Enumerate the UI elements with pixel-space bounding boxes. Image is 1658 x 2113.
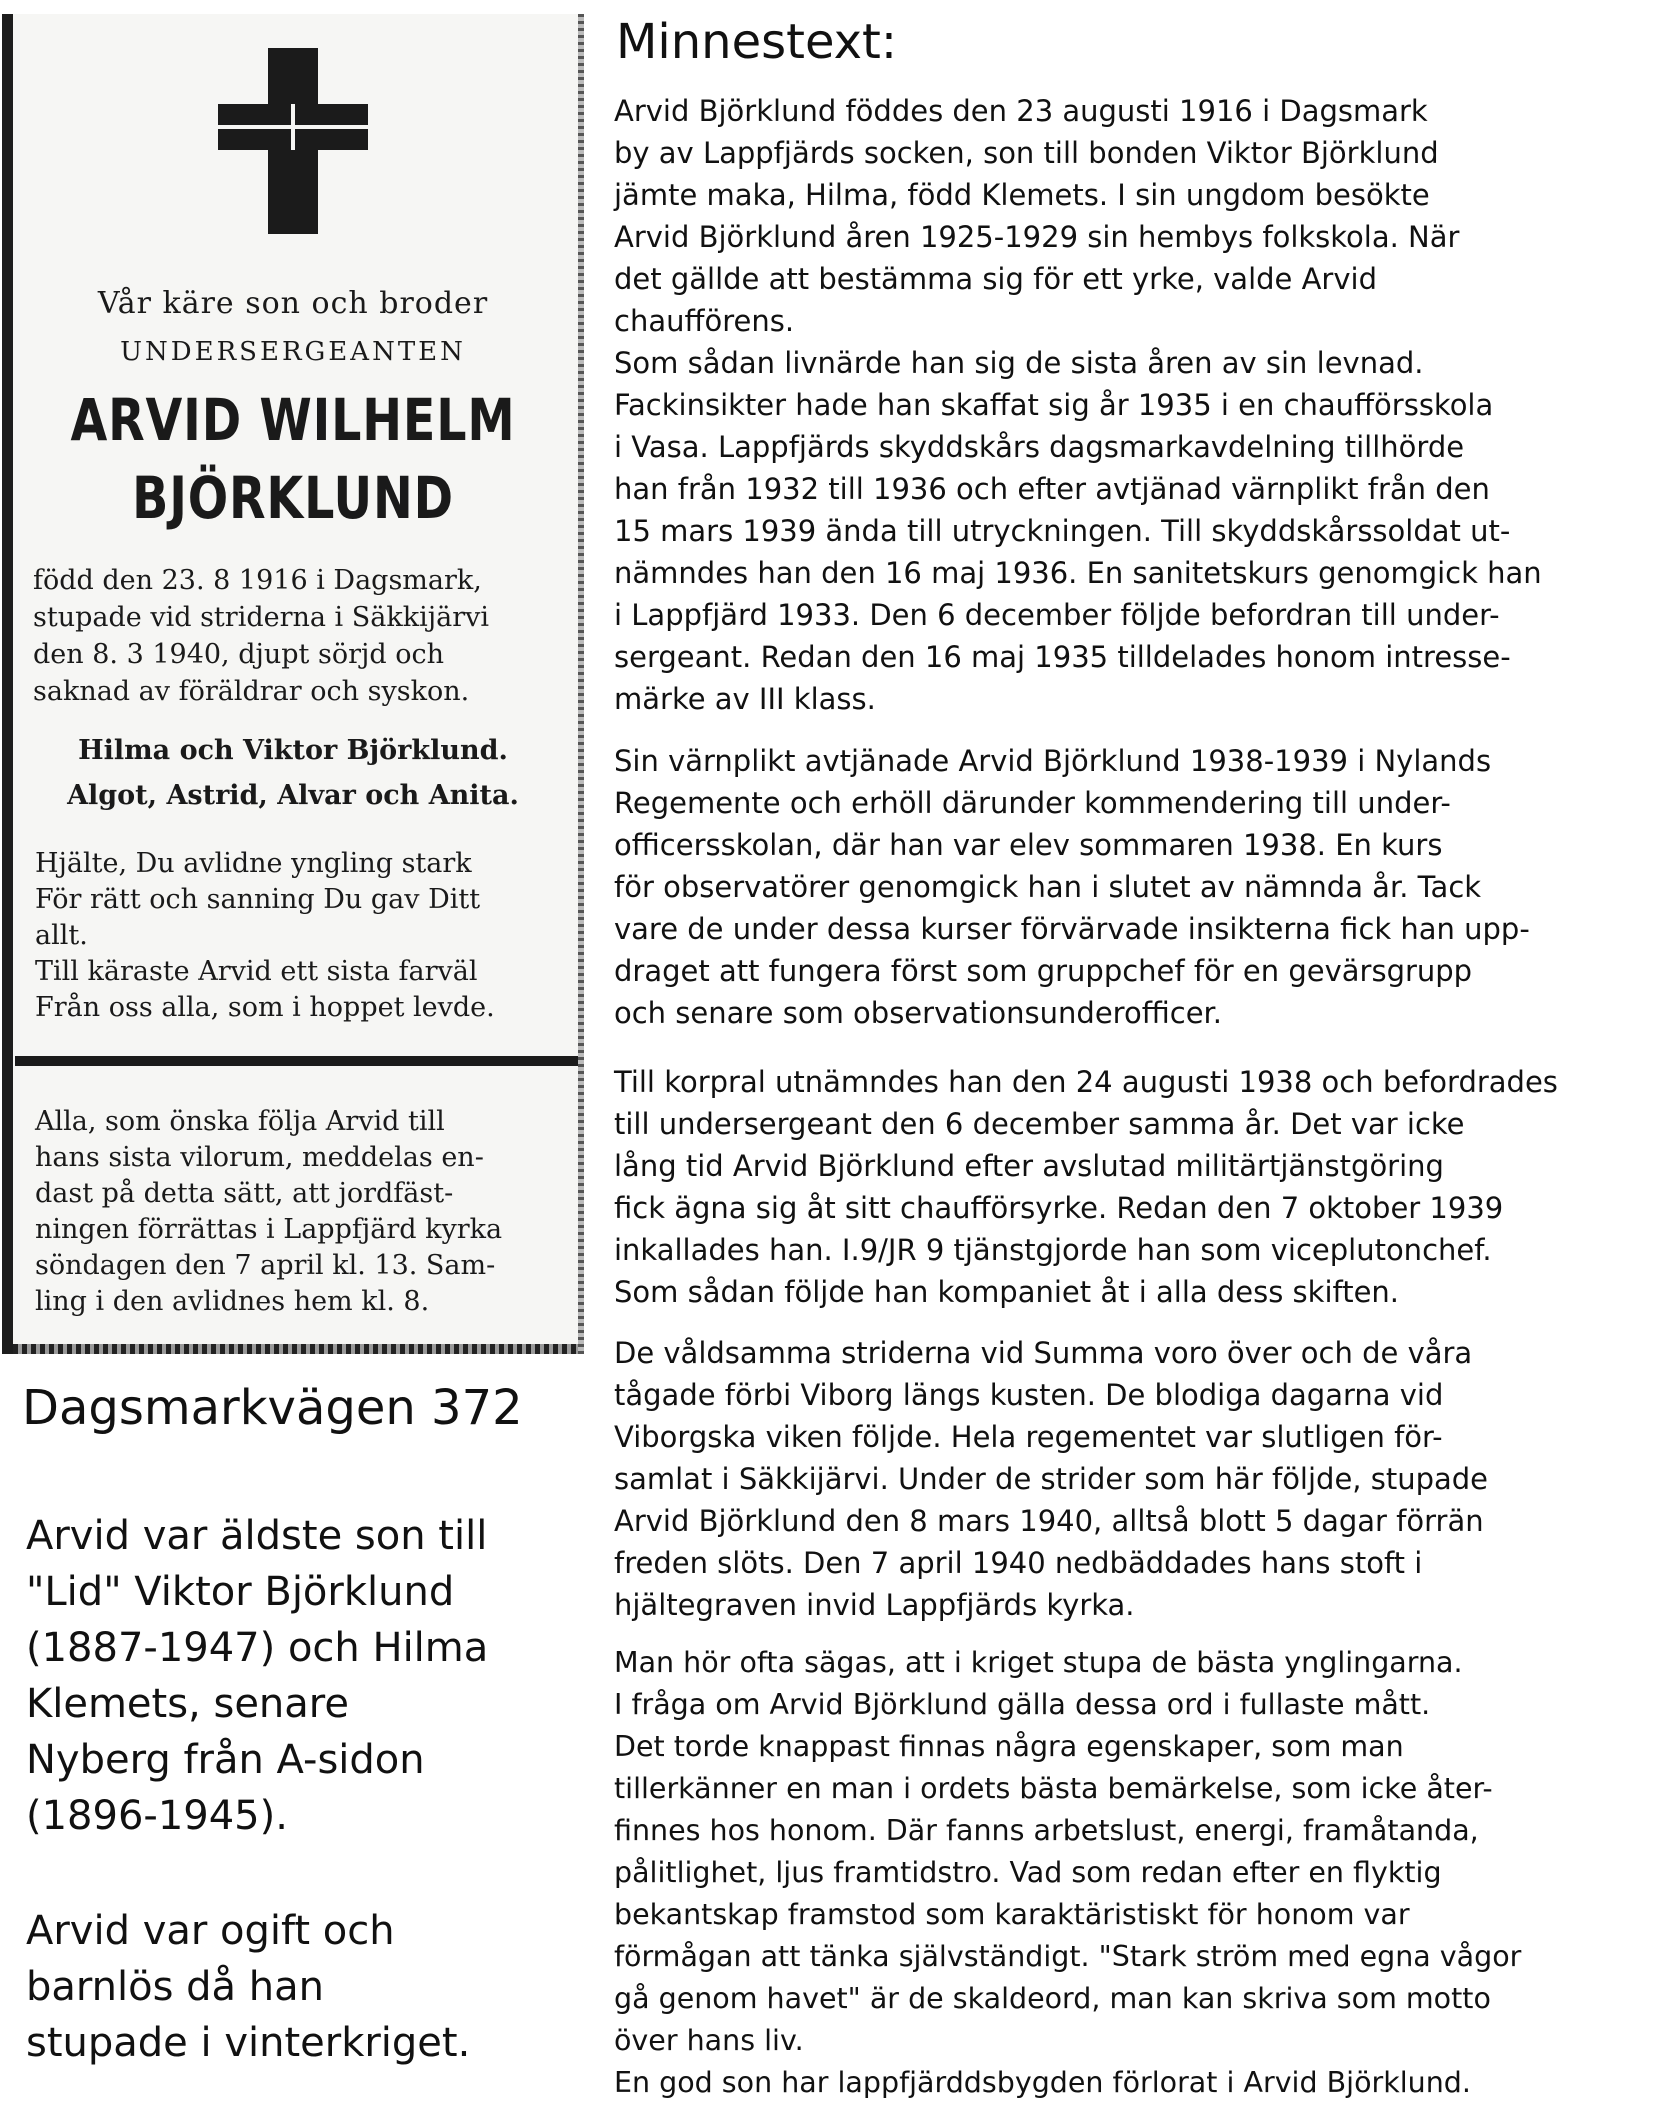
text-line: Arvid var ogift och [26,1908,395,1954]
text-line: (1887-1947) och Hilma [26,1625,489,1671]
text-line: Sin värnplikt avtjänade Arvid Björklund 1938-1939 i Nylands [614,744,1492,778]
text-line: ningen förrättas i Lappfjärd kyrka [35,1214,503,1245]
text-line: Till käraste Arvid ett sista farväl [35,956,478,987]
text-line: han från 1932 till 1936 och efter avtjänad värnplikt från den [614,472,1490,506]
text-line: jämte maka, Hilma, född Klemets. I sin ungdom besökte [614,178,1430,212]
text-line: (1896-1945). [26,1793,288,1839]
text-line: Regemente och erhöll därunder kommendering till under- [614,786,1451,820]
text-line: i Lappfjärd 1933. Den 6 december följde befordran till under- [614,598,1500,632]
clipping-funeral-notice [35,1104,570,1320]
text-line: Som sådan följde han kompaniet åt i alla dess skiften. [614,1275,1400,1309]
text-line: gå genom havet" är de skaldeord, man kan skriva som motto [614,1982,1491,2015]
text-line: Algot, Astrid, Alvar och Anita. [67,780,519,811]
text-line: pålitlighet, ljus framtidstro. Vad som redan efter en flyktig [614,1856,1442,1889]
text-line: draget att fungera först som gruppchef för en gevärsgrupp [614,954,1473,988]
text-line: Arvid var äldste son till [26,1513,488,1559]
text-line: förmågan att tänka självständigt. "Stark ström med egna vågor [614,1940,1522,1973]
text-line: märke av III klass. [614,682,876,716]
text-line: Nyberg från A-sidon [26,1737,425,1783]
text-line: stupade i vinterkriget. [26,2020,471,2066]
text-line: Fackinsikter hade han skaffat sig år 1935 i en chaufförsskola [614,388,1494,422]
text-line: Viborgska viken följde. Hela regementet var slutligen för- [614,1420,1443,1454]
text-line: Man hör ofta sägas, att i kriget stupa de bästa ynglingarna. [614,1646,1463,1679]
text-line: lång tid Arvid Björklund efter avslutad militärtjänstgöring [614,1149,1444,1183]
text-line: bekantskap framstod som karaktäristiskt för honom var [614,1898,1410,1931]
text-line: för observatörer genomgick han i slutet av nämnda år. Tack [614,870,1482,904]
text-line: barnlös då han [26,1964,324,2010]
text-line: över hans liv. [614,2024,804,2057]
text-line: chaufförens. [614,304,795,338]
text-line: tillerkänner en man i ordets bästa bemärkelse, som icke åter- [614,1772,1493,1805]
text-line: Hjälte, Du avlidne yngling stark [35,848,472,879]
text-line: Alla, som önska följa Arvid till [35,1106,445,1137]
text-line: Arvid Björklund föddes den 23 augusti 1916 i Dagsmark [614,94,1428,128]
text-line: sergeant. Redan den 16 maj 1935 tilldelades honom intresse- [614,640,1511,674]
text-line: Som sådan livnärde han sig de sista åren av sin levnad. [614,346,1424,380]
text-line: tågade förbi Viborg längs kusten. De blodiga dagarna vid [614,1378,1444,1412]
text-line: Det torde knappast finnas några egenskaper, som man [614,1730,1404,1763]
clipping-family [13,728,573,818]
text-line: En god son har lappfjärddsbygden förlorat i Arvid Björklund. [614,2066,1471,2099]
address-heading: Dagsmarkvägen 372 [22,1380,523,1436]
text-line: finnes hos honom. Där fanns arbetslust, energi, framåtanda, [614,1814,1479,1847]
text-line: Från oss alla, som i hoppet levde. [35,992,495,1023]
text-line: fick ägna sig åt sitt chaufförsyrke. Redan den 7 oktober 1939 [614,1191,1504,1225]
bio-note-status [26,1903,470,2071]
text-line: hans sista vilorum, meddelas en- [35,1142,484,1173]
newspaper-clipping [2,14,584,1354]
text-line: I fråga om Arvid Björklund gälla dessa ord i fullaste mått. [614,1688,1431,1721]
text-line: samlat i Säkkijärvi. Under de strider som här följde, stupade [614,1462,1489,1496]
text-line: by av Lappfjärds socken, son till bonden Viktor Björklund [614,136,1439,170]
divider [15,1056,578,1066]
text-line: De våldsamma striderna vid Summa voro över och de våra [614,1336,1473,1370]
text-line: det gällde att bestämma sig för ett yrke, valde Arvid [614,262,1377,296]
deceased-name-first: ARVID WILHELM [70,386,516,454]
memorial-heading: Minnestext: [616,14,898,70]
clipping-birth-death [33,562,568,710]
memorial-paragraph-2 [614,740,1658,1034]
text-line: stupade vid striderna i Säkkijärvi [33,602,489,633]
cross-icon [218,48,368,234]
memorial-paragraph-1 [614,90,1658,720]
text-line: Klemets, senare [26,1681,349,1727]
text-line: den 8. 3 1940, djupt sörjd och [33,639,444,670]
clipping-rank: UNDERSERGEANTEN [120,337,466,367]
text-line: nämndes han den 16 maj 1936. En sanitetskurs genomgick han [614,556,1542,590]
bio-note-family [26,1508,488,1844]
memorial-paragraph-3 [614,1061,1658,1313]
text-line: freden slöts. Den 7 april 1940 nedbäddades hans stoft i [614,1546,1423,1580]
text-line: För rätt och sanning Du gav Ditt [35,884,481,915]
text-line: inkallades han. I.9/JR 9 tjänstgjorde han som viceplutonchef. [614,1233,1492,1267]
text-line: vare de under dessa kurser förvärvade insikterna fick han upp- [614,912,1530,946]
text-line: ling i den avlidnes hem kl. 8. [35,1286,430,1317]
text-line: Hilma och Viktor Björklund. [78,735,508,766]
text-line: saknad av föräldrar och syskon. [33,676,470,707]
text-line: till undersergeant den 6 december samma år. Det var icke [614,1107,1465,1141]
text-line: 15 mars 1939 ända till utryckningen. Till skyddskårssoldat ut- [614,514,1511,548]
memorial-paragraph-4 [614,1332,1658,1626]
text-line: i Vasa. Lappfjärds skyddskårs dagsmarkavdelning tillhörde [614,430,1465,464]
memorial-paragraph-5 [614,1642,1658,2104]
clipping-poem [35,846,570,1026]
text-line: officersskolan, där han var elev sommaren 1938. En kurs [614,828,1443,862]
clipping-intro: Vår käre son och broder [97,286,489,321]
text-line: född den 23. 8 1916 i Dagsmark, [33,565,482,596]
text-line: Arvid Björklund den 8 mars 1940, alltså blott 5 dagar förrän [614,1504,1484,1538]
text-line: söndagen den 7 april kl. 13. Sam- [35,1250,496,1281]
deceased-name-last: BJÖRKLUND [132,464,454,532]
text-line: allt. [35,920,88,951]
text-line: "Lid" Viktor Björklund [26,1569,455,1615]
divider [13,1344,584,1354]
text-line: Arvid Björklund åren 1925-1929 sin hembys folkskola. När [614,220,1460,254]
text-line: och senare som observationsunderofficer. [614,996,1223,1030]
text-line: dast på detta sätt, att jordfäst- [35,1178,454,1209]
text-line: hjältegraven invid Lappfjärds kyrka. [614,1588,1135,1622]
text-line: Till korpral utnämndes han den 24 augusti 1938 och befordrades [614,1065,1558,1099]
